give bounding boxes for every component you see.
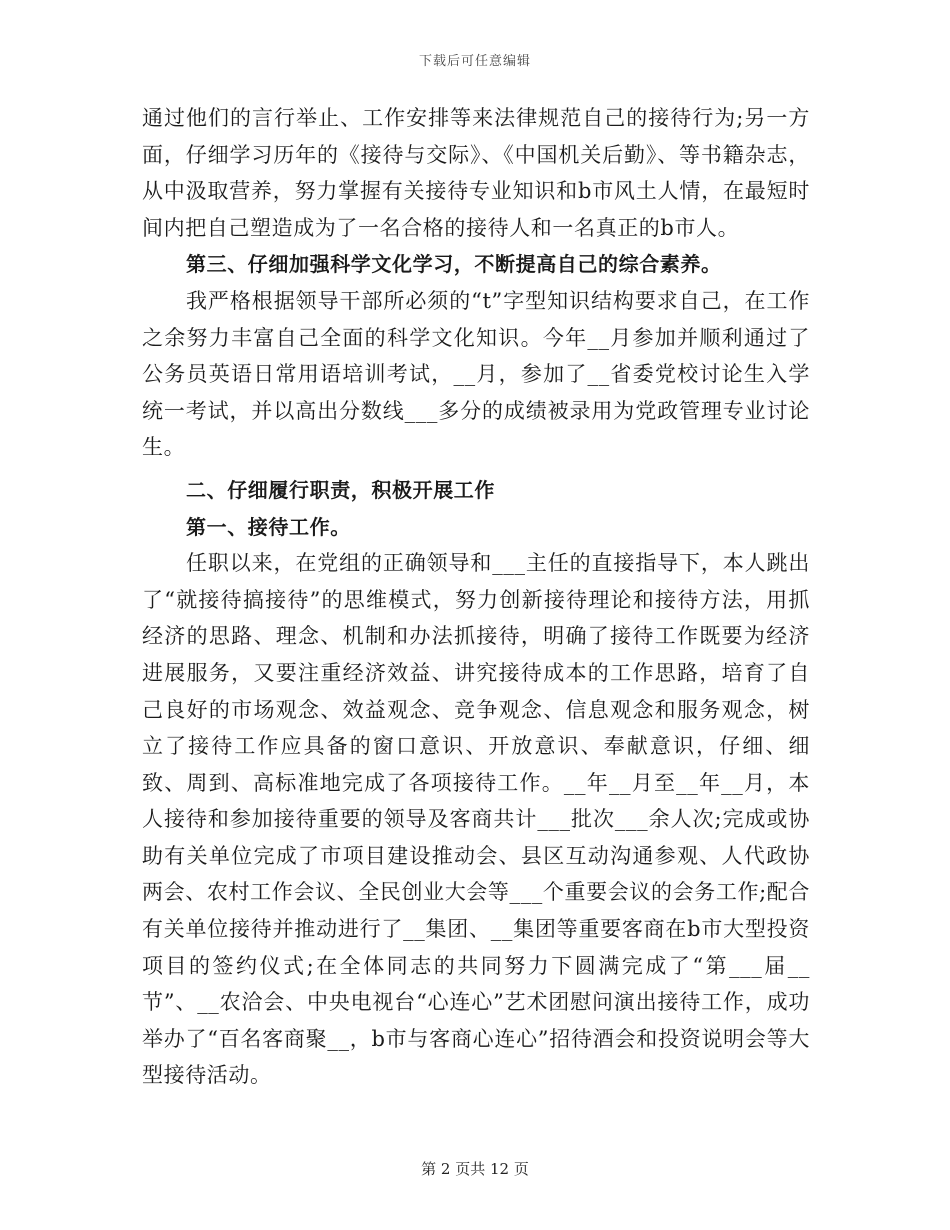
paragraph-culture-study: 我严格根据领导干部所必须的“t”字型知识结构要求自己，在工作之余努力丰富自己全面的科学文化知识。今年__月参加并顺利通过了公务员英语日常用语培训考试，__月，参加了__省委党校讨论生入学统一考试，并以高出分数线___多分的成绩被录用为党政管理专业讨论生。: [142, 288, 810, 460]
subsection-heading-reception: 第一、接待工作。: [186, 514, 351, 539]
section-heading-duties: 二、仔细履行职责，积极开展工作: [186, 477, 495, 502]
paragraph-continuation: 通过他们的言行举止、工作安排等来法律规范自己的接待行为;另一方面，仔细学习历年的《接待与交际》、《中国机关后勤》、等书籍杂志，从中汲取营养，努力掌握有关接待专业知识和b市风土人情，在最短时间内把自己塑造成为了一名合格的接待人和一名真正的b市人。: [142, 106, 810, 240]
header-note: 下载后可任意编辑: [418, 54, 531, 69]
page-number-footer: 第 2 页共 12 页: [421, 1160, 529, 1178]
section-heading-culture-study: 第三、仔细加强科学文化学习，不断提高自己的综合素养。: [186, 252, 722, 277]
paragraph-reception-work: 任职以来，在党组的正确领导和___主任的直接指导下，本人跳出了“就接待搞接待”的思维模式，努力创新接待理论和接待方法，用抓经济的思路、理念、机制和办法抓接待，明确了接待工作既要为经济进展服务，又要注重经济效益、讲究接待成本的工作思路，培育了自己良好的市场观念、效益观念、竞争观念、信息观念和服务观念，树立了接待工作应具备的窗口意识、开放意识、奉献意识，仔细、细致、周到、高标准地完成了各项接待工作。__年__月至__年__月，本人接待和参加接待重要的领导及客商共计___批次___余人次;完成或协助有关单位完成了市项目建设推动会、县区互动沟通参观、人代政协两会、农村工作会议、全民创业大会等___个重要会议的会务工作;配合有关单位接待并推动进行了__集团、__集团等重要客商在b市大型投资项目的签约仪式;在全体同志的共同努力下圆满完成了“第___届__节”、__农洽会、中央电视台“心连心”艺术团慰问演出接待工作，成功举办了“百名客商聚__，b市与客商心连心”招待酒会和投资说明会等大型接待活动。: [142, 551, 810, 1088]
body-text: [142, 100, 810, 1094]
